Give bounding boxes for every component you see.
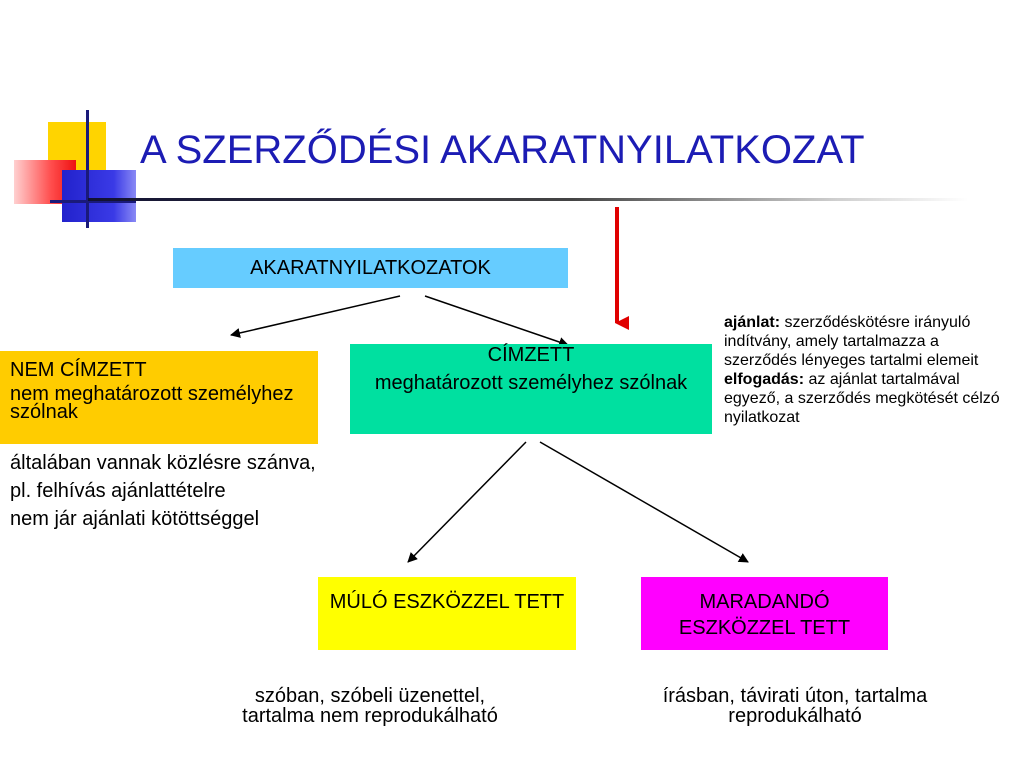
nem-cimzett-box (0, 351, 318, 444)
mulo-eszkozzel-box: MÚLÓ ESZKÖZZEL TETT (318, 577, 576, 650)
cimzett-desc: meghatározott személyhez szólnak (374, 372, 688, 394)
cimzett-heading: CÍMZETT (487, 344, 575, 366)
maradando-eszkozzel-box: MARADANDÓ ESZKÖZZEL TETT (641, 577, 888, 650)
arrow-to-mulo (408, 442, 526, 562)
nem-cimzett-notes (10, 454, 350, 538)
note-item: általában vannak közlésre szánva, (10, 452, 316, 474)
maradando-description: írásban, távirati úton, tartalma reprodukálható (662, 685, 928, 727)
nem-cimzett-heading: NEM CÍMZETT (10, 359, 147, 381)
elfogadas-text: az ajánlat tartalmával egyező, a szerződés megkötését célzó nyilatkozat (724, 371, 1000, 426)
note-item: pl. felhívás ajánlattételre (10, 480, 226, 502)
nem-cimzett-desc: nem meghatározott személyhez szólnak (10, 383, 294, 423)
slide-title: A SZERZŐDÉSI AKARATNYILATKOZAT (140, 128, 865, 172)
elfogadas-term: elfogadás: (724, 371, 805, 388)
ajanlat-text: szerződéskötésre irányuló indítvány, amely tartalmazza a szerződés lényeges tartalmi elemeit (724, 314, 979, 369)
akaratnyilatkozatok-box: AKARATNYILATKOZATOK (173, 248, 568, 288)
definitions-panel (724, 313, 1014, 427)
arrow-to-maradando (540, 442, 748, 562)
note-item: nem jár ajánlati kötöttséggel (10, 508, 260, 530)
arrow-to-nem-cimzett (231, 296, 400, 335)
mulo-description: szóban, szóbeli üzenettel, tartalma nem reprodukálható (242, 685, 498, 727)
arrow-to-cimzett (425, 296, 568, 345)
cimzett-box (350, 344, 712, 434)
ajanlat-term: ajánlat: (724, 314, 781, 331)
